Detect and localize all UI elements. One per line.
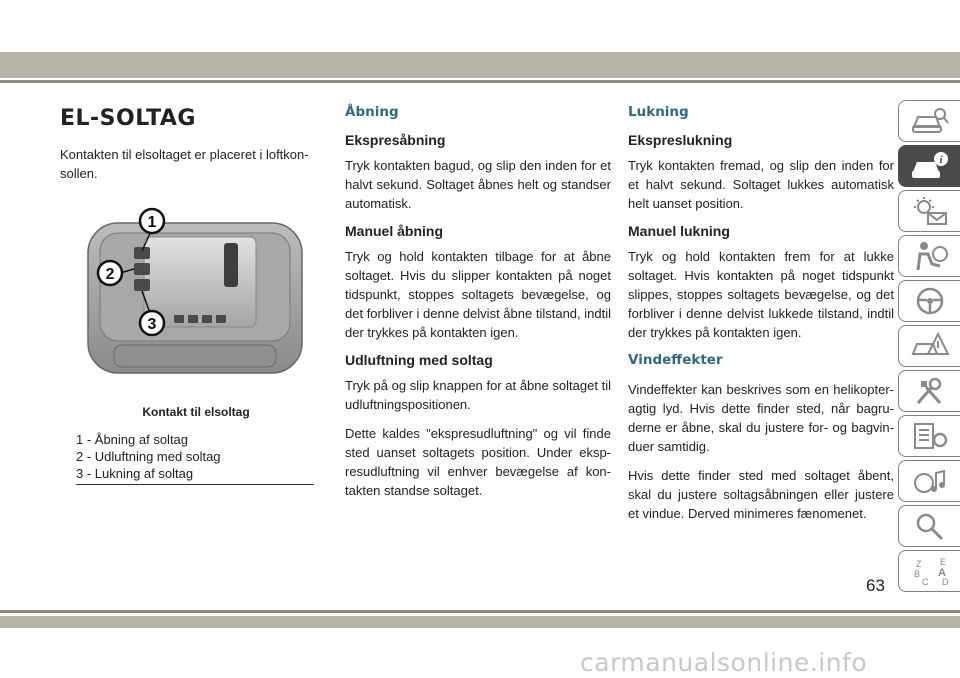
- specifications-icon: [910, 420, 950, 452]
- subsection-title: Ekspreslukning: [628, 132, 733, 148]
- safety-airbag-icon: [910, 240, 950, 272]
- paragraph: Tryk og hold kontakten tilbage for at åbne soltaget. Hvis du slipper kontakten på noget tidspunkt, stoppes soltagets bevægelse, og det forbliver i denne delvist åbne tilstand, indtil der trykkes på kontakten igen.: [345, 249, 611, 340]
- car-info-icon: [910, 150, 950, 182]
- index-search-icon: [910, 510, 950, 542]
- svg-text:A: A: [937, 567, 946, 579]
- column-3: [628, 100, 894, 533]
- tab-warning-lights[interactable]: [898, 190, 960, 232]
- paragraph: Tryk kontakten bagud, og slip den inden for et halvt sekund. Soltaget åbnes helt og standser automatisk.: [345, 158, 611, 211]
- service-tools-icon: [910, 375, 950, 407]
- figure-caption: Kontakt til elsoltag: [142, 405, 250, 419]
- section-title-closing: Lukning: [628, 104, 689, 120]
- legend-item: 1 - Åbning af soltag: [76, 432, 189, 447]
- subsection-title: Manuel åbning: [345, 223, 443, 239]
- footer-line: [0, 610, 960, 613]
- tab-alphabet-index[interactable]: [898, 550, 960, 592]
- roadside-warning-icon: [910, 330, 950, 362]
- paragraph: Tryk på og slip knappen for at åbne soltaget til udluftningspositionen.: [345, 378, 611, 412]
- tab-steering[interactable]: [898, 280, 960, 322]
- figure-legend: [76, 431, 314, 485]
- callout-1: 1: [147, 214, 157, 231]
- tab-roadside[interactable]: [898, 325, 960, 367]
- sunroof-switch-figure: [74, 205, 314, 395]
- svg-text:i: i: [938, 154, 943, 166]
- overhead-console-illustration: [74, 205, 314, 395]
- tab-multimedia[interactable]: [898, 460, 960, 502]
- section-title-opening: Åbning: [345, 104, 399, 120]
- legend-item: 3 - Lukning af soltag: [76, 466, 194, 481]
- page-number: 63: [866, 576, 885, 595]
- paragraph: Vindeffekter kan beskrives som en helikopter-agtig lyd. Hvis dette finder sted, når bagru-derne er åbne, skal du justere for- og bagvin-duer samtidig.: [628, 382, 894, 454]
- svg-text:C: C: [921, 577, 928, 587]
- alphabet-index-icon: [910, 555, 950, 587]
- subsection-title: Manuel lukning: [628, 223, 730, 239]
- section-title-wind-effects: Vindeffekter: [628, 352, 723, 368]
- column-2: [345, 100, 611, 510]
- tab-car-info[interactable]: [898, 145, 960, 187]
- tab-specifications[interactable]: [898, 415, 960, 457]
- intro-text: Kontakten til elsoltaget er placeret i loftkon-sollen.: [60, 147, 309, 181]
- footer-band: [0, 616, 960, 628]
- paragraph: Tryk og hold kontakten frem for at lukke soltaget. Hvis kontakten på noget tidspunkt slippes, stoppes soltagets bevægelse, og det forbliver i denne delvist lukkede tilstand, indtil der trykkes på kontakten igen.: [628, 249, 894, 340]
- multimedia-icon: [910, 465, 950, 497]
- subsection-title: Udluftning med soltag: [345, 352, 493, 368]
- car-search-icon: [910, 105, 950, 137]
- callout-3: 3: [147, 316, 157, 333]
- header-line: [0, 80, 960, 83]
- paragraph: Tryk kontakten fremad, og slip den inden for et halvt sekund. Soltaget lukkes automatisk helt uanset position.: [628, 158, 894, 211]
- svg-text:D: D: [941, 577, 948, 587]
- chapter-tabs: [898, 100, 960, 595]
- subsection-title: Ekspresåbning: [345, 132, 446, 148]
- tab-index-search[interactable]: [898, 505, 960, 547]
- column-1: [60, 100, 325, 485]
- warning-lights-icon: [910, 195, 950, 227]
- paragraph: Hvis dette finder sted med soltaget åbent, skal du justere soltagsåbningen eller justere et vindue. Derved minimeres fænomenet.: [628, 468, 894, 521]
- page-title: EL-SOLTAG: [60, 106, 196, 131]
- tab-service[interactable]: [898, 370, 960, 412]
- svg-text:Z: Z: [915, 559, 921, 569]
- tab-car-search[interactable]: [898, 100, 960, 142]
- callout-2: 2: [105, 266, 115, 283]
- svg-text:B: B: [913, 569, 920, 579]
- watermark: carmanualsonline.info: [580, 648, 868, 677]
- svg-text:E: E: [939, 557, 946, 567]
- steering-wheel-icon: [910, 285, 950, 317]
- paragraph: Dette kaldes "ekspresudluftning" og vil finde sted uanset soltagets position. Under eksp-resudluftning vil enhver bevægelse af kon-takten standse soltaget.: [345, 426, 611, 498]
- tab-safety[interactable]: [898, 235, 960, 277]
- legend-item: 2 - Udluftning med soltag: [76, 449, 221, 464]
- header-band: [0, 52, 960, 78]
